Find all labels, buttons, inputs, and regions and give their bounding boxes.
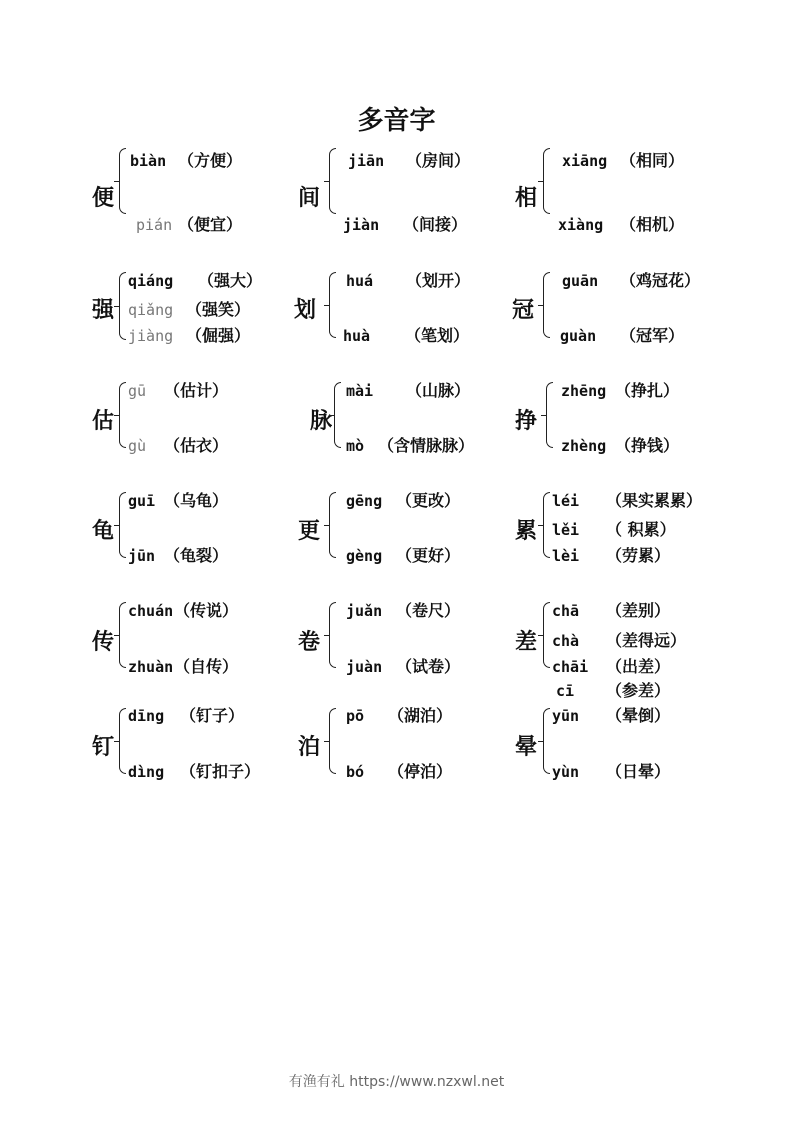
reading-row: xiàng （相机） — [558, 215, 685, 234]
brace-icon — [329, 708, 336, 774]
entry-char: 更 — [298, 519, 321, 544]
reading-row: chā （差别） — [552, 601, 671, 620]
reading-row: chuán（传说） — [128, 601, 239, 620]
brace-icon — [543, 148, 550, 214]
reading-row: chà （差得远） — [552, 631, 687, 650]
brace-icon — [119, 148, 126, 214]
reading-row: huá （划开） — [346, 271, 471, 290]
reading-row: biàn （方便） — [130, 151, 243, 170]
entry-char: 累 — [515, 519, 538, 544]
entry-char: 钉 — [92, 735, 115, 760]
reading-row: jūn （龟裂） — [128, 546, 229, 565]
entry-char: 龟 — [92, 519, 115, 544]
reading-row: guān （鸡冠花） — [562, 271, 701, 290]
reading-row: léi （果实累累） — [552, 491, 703, 510]
brace-icon — [334, 382, 341, 448]
entry-char: 便 — [92, 186, 115, 211]
footer-watermark: 有渔有礼 https://www.nzxwl.net — [288, 1074, 505, 1090]
brace-icon — [329, 148, 336, 214]
reading-row: lèi （劳累） — [552, 546, 671, 565]
reading-row: xiāng （相同） — [562, 151, 685, 170]
page-title: 多音字 — [357, 106, 436, 136]
entry-char: 卷 — [298, 630, 321, 655]
reading-row: guī （乌龟） — [128, 491, 229, 510]
brace-icon — [329, 602, 336, 668]
reading-row: qiǎng （强笑） — [128, 300, 251, 319]
reading-row: pián （便宜） — [136, 215, 243, 234]
reading-row: jiān （房间） — [348, 151, 471, 170]
reading-row: zhēng （挣扎） — [561, 381, 680, 400]
entry-char: 冠 — [512, 298, 535, 323]
brace-icon — [119, 492, 126, 558]
reading-row: qiáng （强大） — [128, 271, 263, 290]
reading-row: dīng （钉子） — [128, 706, 245, 725]
reading-row: bó （停泊） — [346, 762, 453, 781]
reading-row: dìng （钉扣子） — [128, 762, 261, 781]
brace-icon — [543, 272, 550, 338]
brace-icon — [543, 492, 550, 558]
reading-row: juǎn （卷尺） — [346, 601, 461, 620]
brace-icon — [119, 272, 126, 340]
reading-row: gēng （更改） — [346, 491, 461, 510]
reading-row: guàn （冠军） — [560, 326, 685, 345]
reading-row: chāi （出差） — [552, 657, 671, 676]
reading-row: zhuàn（自传） — [128, 657, 239, 676]
reading-row: cī （参差） — [556, 681, 671, 700]
reading-row: mò （含情脉脉） — [346, 436, 475, 455]
reading-row: gù （估衣） — [128, 436, 229, 455]
entry-char: 估 — [92, 409, 115, 434]
reading-row: gèng （更好） — [346, 546, 461, 565]
entry-char: 强 — [92, 298, 115, 323]
reading-row: jiàng （倔强） — [128, 326, 251, 345]
brace-icon — [543, 602, 550, 668]
reading-row: lěi （ 积累） — [552, 520, 676, 539]
entry-char: 晕 — [515, 735, 538, 760]
entry-char: 间 — [298, 186, 321, 211]
brace-icon — [546, 382, 553, 448]
entry-char: 泊 — [298, 735, 321, 760]
brace-icon — [119, 708, 126, 774]
entry-char: 相 — [515, 186, 538, 211]
entry-char: 差 — [515, 630, 538, 655]
reading-row: yùn （日晕） — [552, 762, 671, 781]
reading-row: zhèng （挣钱） — [561, 436, 680, 455]
entry-char: 传 — [92, 630, 115, 655]
entry-char: 脉 — [310, 409, 333, 434]
reading-row: juàn （试卷） — [346, 657, 461, 676]
entry-char: 划 — [294, 298, 317, 323]
reading-row: mài （山脉） — [346, 381, 471, 400]
brace-icon — [329, 272, 336, 338]
brace-icon — [119, 382, 126, 448]
reading-row: gū （估计） — [128, 381, 229, 400]
brace-icon — [543, 708, 550, 774]
brace-icon — [329, 492, 336, 558]
reading-row: pō （湖泊） — [346, 706, 453, 725]
brace-icon — [119, 602, 126, 668]
entry-char: 挣 — [515, 409, 538, 434]
reading-row: jiàn （间接） — [343, 215, 468, 234]
reading-row: yūn （晕倒） — [552, 706, 671, 725]
reading-row: huà （笔划） — [343, 326, 470, 345]
